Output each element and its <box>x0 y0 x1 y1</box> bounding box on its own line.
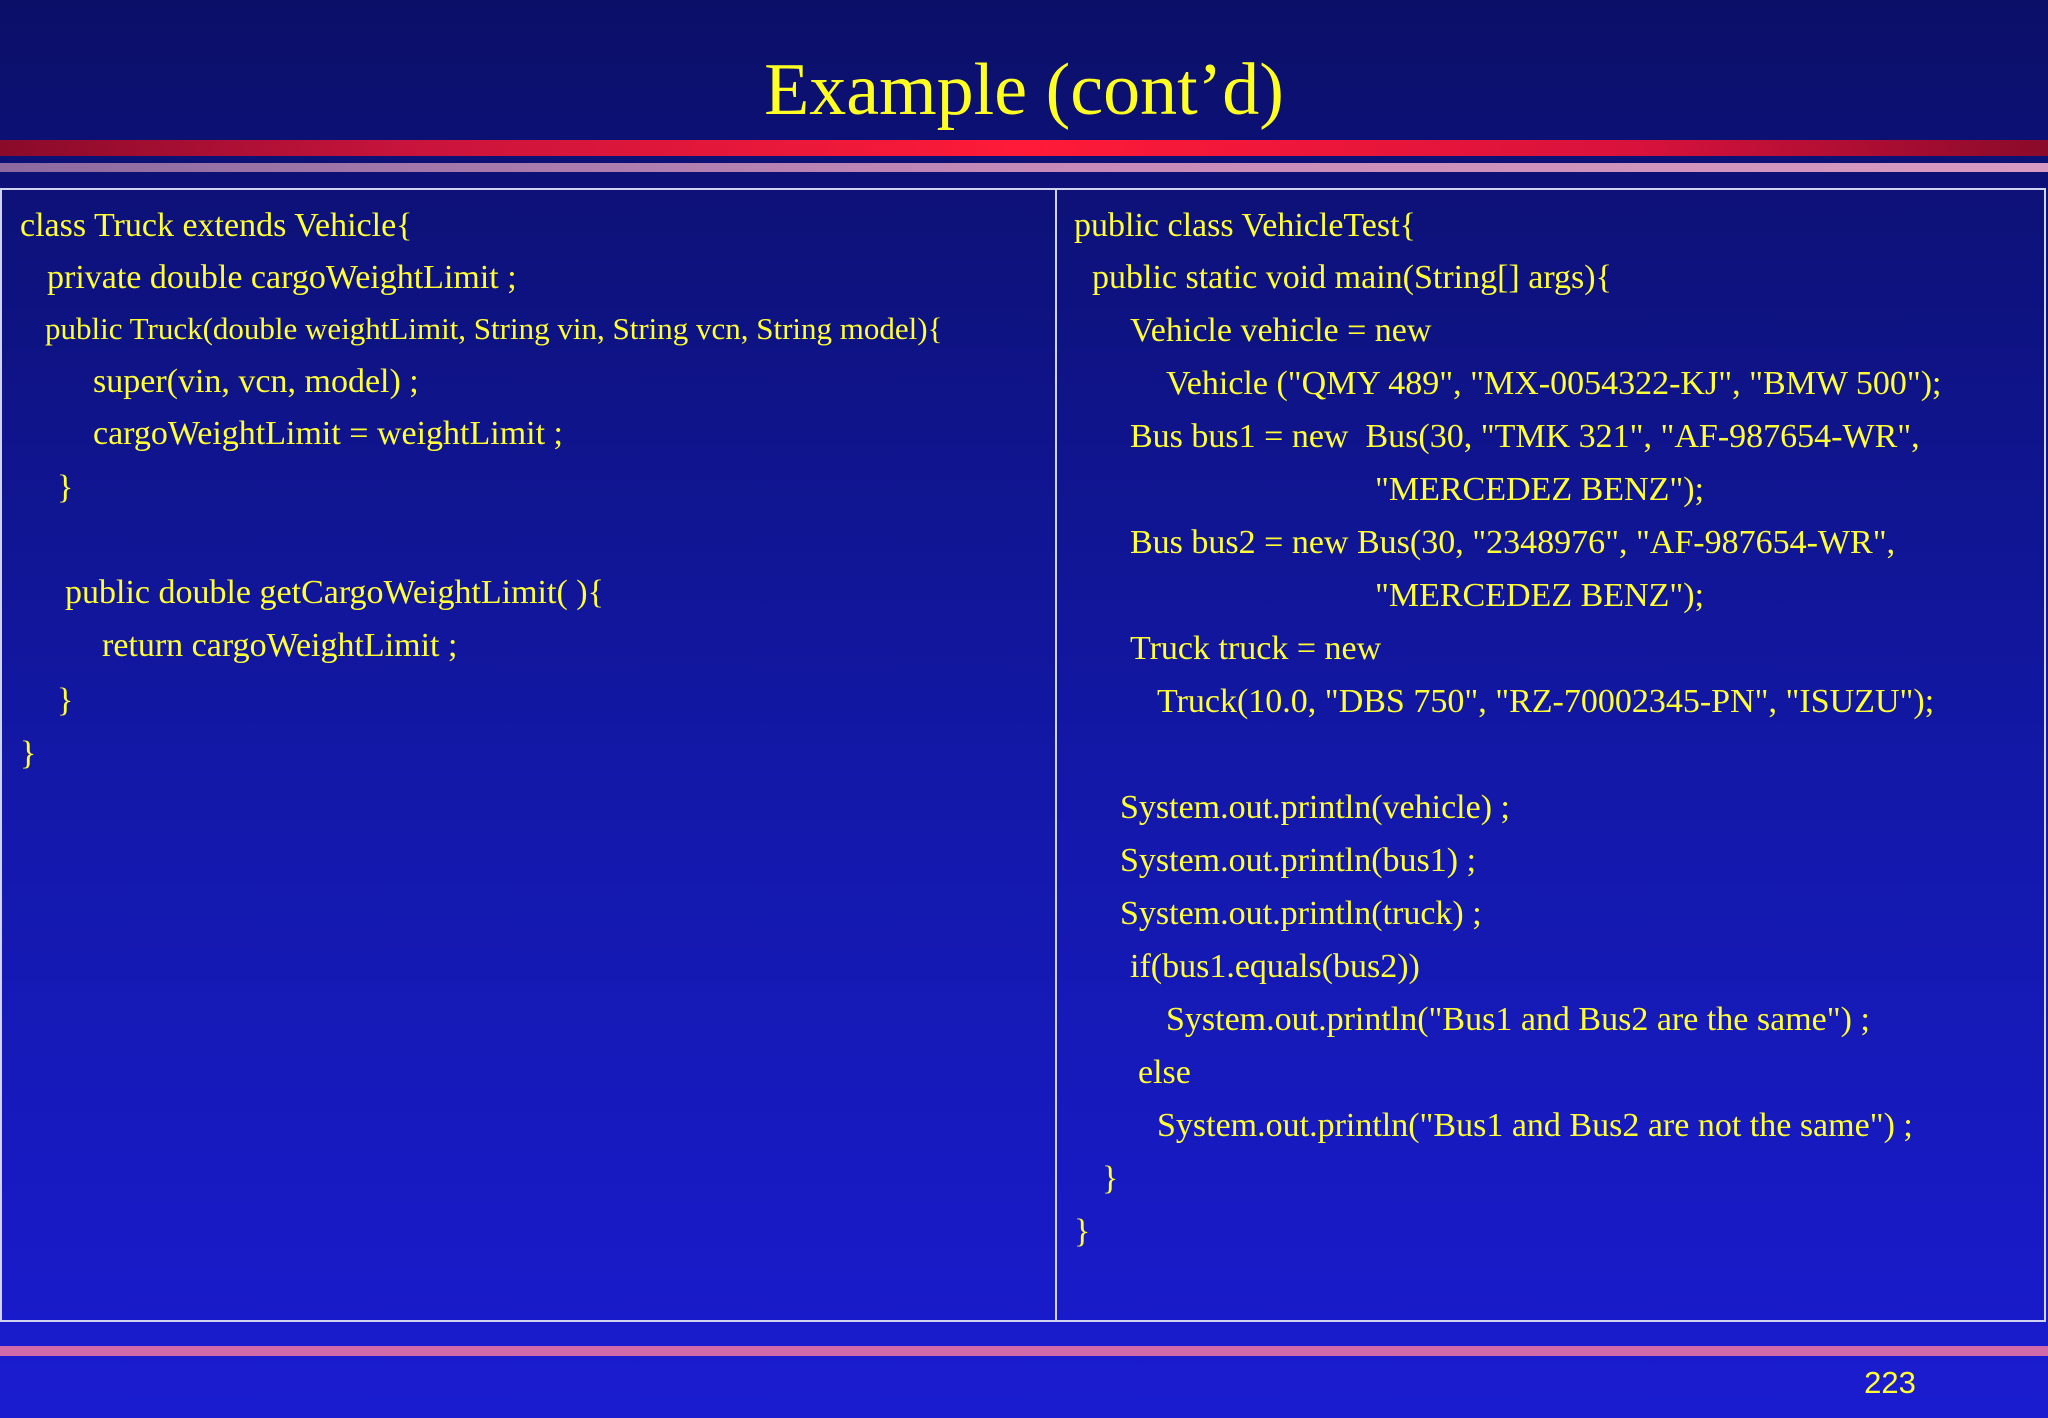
code-line: "MERCEDEZ BENZ"); <box>1375 471 1705 508</box>
code-line: Bus bus1 = new Bus(30, "TMK 321", "AF-987654-WR", <box>1130 418 1920 455</box>
code-line: public static void main(String[] args){ <box>1092 259 1612 296</box>
title-divider-red <box>0 140 2048 156</box>
code-line: if(bus1.equals(bus2)) <box>1130 948 1420 985</box>
footer-divider <box>0 1346 2048 1356</box>
code-line: public class VehicleTest{ <box>1074 207 1416 244</box>
code-line: private double cargoWeightLimit ; <box>47 259 517 296</box>
code-line: else <box>1138 1054 1191 1091</box>
code-line: } <box>57 682 74 719</box>
title-divider-pink <box>0 163 2048 172</box>
code-line: "MERCEDEZ BENZ"); <box>1375 577 1705 614</box>
code-table <box>0 188 2046 1322</box>
slide-title: Example (cont’d) <box>764 49 1284 131</box>
code-line: super(vin, vcn, model) ; <box>93 363 419 400</box>
code-line: class Truck extends Vehicle{ <box>20 207 413 244</box>
code-line: System.out.println(vehicle) ; <box>1120 789 1510 826</box>
code-line: Truck truck = new <box>1130 630 1382 667</box>
code-line: } <box>1102 1160 1119 1197</box>
code-line: } <box>57 469 74 506</box>
code-line: System.out.println("Bus1 and Bus2 are not the same") ; <box>1157 1107 1913 1144</box>
page-number: 223 <box>1864 1365 1916 1400</box>
code-line: } <box>20 735 37 772</box>
code-line: Truck(10.0, "DBS 750", "RZ-70002345-PN", "ISUZU"); <box>1157 683 1935 720</box>
code-line: Bus bus2 = new Bus(30, "2348976", "AF-987654-WR", <box>1130 524 1896 561</box>
code-line: return cargoWeightLimit ; <box>102 627 458 664</box>
code-line: System.out.println(truck) ; <box>1120 895 1482 932</box>
truck-class-code-panel <box>2 190 1057 1320</box>
vehicle-test-code-panel <box>1057 190 2044 1320</box>
code-line: cargoWeightLimit = weightLimit ; <box>93 415 564 452</box>
code-line: System.out.println("Bus1 and Bus2 are the same") ; <box>1166 1001 1870 1038</box>
code-line: Vehicle ("QMY 489", "MX-0054322-KJ", "BMW 500"); <box>1166 365 1942 402</box>
code-line: Vehicle vehicle = new <box>1130 312 1432 349</box>
code-line: public double getCargoWeightLimit( ){ <box>65 574 604 611</box>
code-line: public Truck(double weightLimit, String vin, String vcn, String model){ <box>45 311 943 346</box>
code-line: System.out.println(bus1) ; <box>1120 842 1477 879</box>
code-line: } <box>1074 1213 1091 1250</box>
